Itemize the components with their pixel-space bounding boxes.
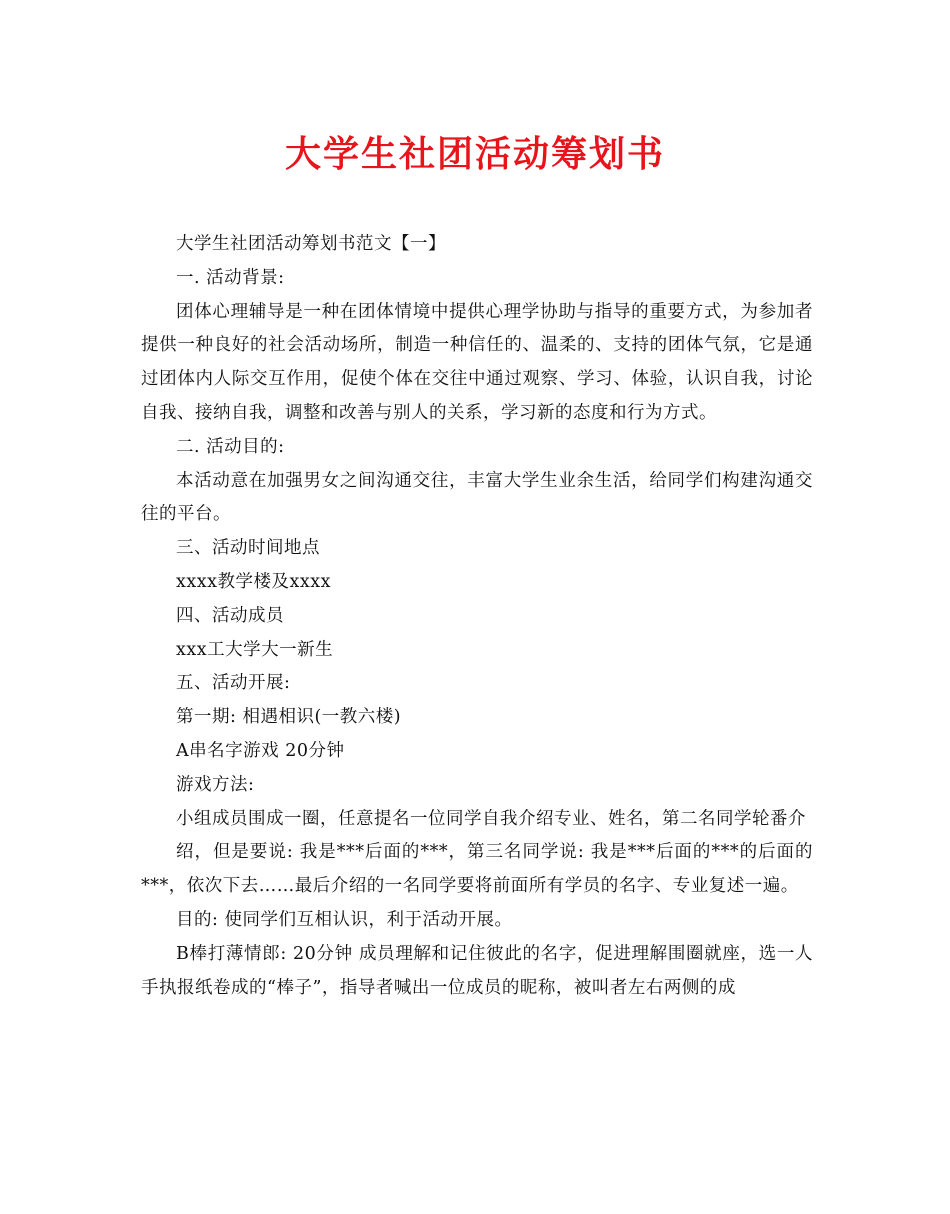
paragraph-background-heading: 一. 活动背景:	[176, 267, 285, 288]
paragraph-game-method-heading: 游戏方法:	[176, 774, 255, 795]
paragraph-game-a: A串名字游戏 20分钟	[176, 740, 345, 761]
paragraph-time-place-heading: 三、活动时间地点	[176, 538, 320, 559]
document-title: 大学生社团活动筹划书	[284, 133, 665, 175]
paragraph-members-heading: 四、活动成员	[176, 605, 284, 626]
paragraph-section-heading: 大学生社团活动筹划书范文【一】	[176, 234, 446, 254]
paragraph-time-place: xxxx教学楼及xxxx	[176, 571, 331, 592]
paragraph-game-goal: 目的: 使同学们互相认识，利于活动开展。	[176, 909, 513, 930]
document-body	[141, 228, 813, 1005]
paragraph-game-b: B棒打薄情郎: 20分钟 成员理解和记住彼此的名字，促进理解围圈就座，选一人手执报纸卷成的“棒子”，指导者喊出一位成员的昵称，被叫者左右两侧的成	[141, 943, 813, 998]
paragraph-phase-one: 第一期: 相遇相识(一教六楼)	[176, 707, 402, 728]
paragraph-game-method-1: 小组成员围成一圈，任意提名一位同学自我介绍专业、姓名，第二名同学轮番介	[176, 808, 806, 829]
paragraph-background: 团体心理辅导是一种在团体情境中提供心理学协助与指导的重要方式，为参加者提供一种良好的社会活动场所，制造一种信任的、温柔的、支持的团体气氛，它是通过团体内人际交互作用，促使个体在交往中通过观察、学习、体验，认识自我，讨论自我、接纳自我，调整和改善与别人的关系，学习新的态度和行为方式。	[141, 301, 813, 423]
paragraph-purpose-heading: 二. 活动目的:	[176, 436, 285, 457]
paragraph-game-method-2: 绍，但是要说: 我是***后面的***，第三名同学说: 我是***后面的***的后面的***，依次下去……最后介绍的一名同学要将前面所有学员的名字、专业复述一遍。	[141, 842, 813, 897]
paragraph-purpose: 本活动意在加强男女之间沟通交往，丰富大学生业余生活，给同学们构建沟通交往的平台。	[141, 470, 813, 525]
paragraph-members: xxx工大学大一新生	[176, 639, 334, 660]
paragraph-activities-heading: 五、活动开展:	[176, 673, 291, 694]
